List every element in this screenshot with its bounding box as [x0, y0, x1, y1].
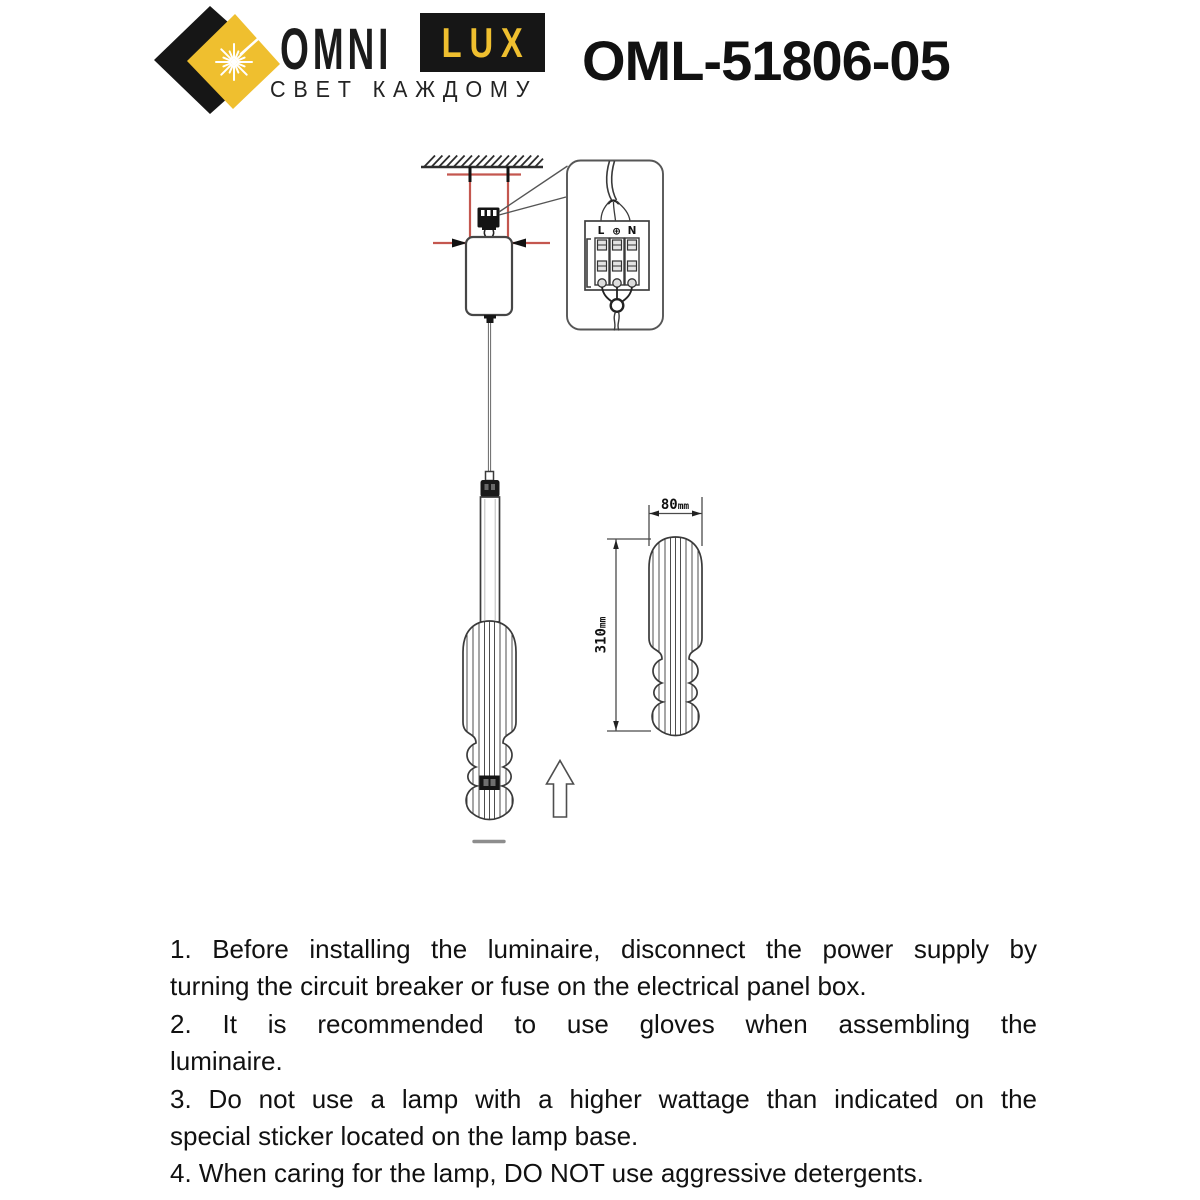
terminal-label-neutral: N	[627, 225, 637, 237]
terminal-label-ground: ⊕	[612, 225, 621, 238]
instruction-line: special sticker located on the lamp base.	[170, 1121, 639, 1152]
terminal-label-live: L	[597, 225, 605, 237]
instruction-line: 4. When caring for the lamp, DO NOT use aggressive detergents.	[170, 1158, 924, 1189]
instruction-line: 3. Do not use a lamp with a higher wattage than indicated on the	[170, 1083, 1037, 1114]
instruction-line: 1. Before installing the luminaire, disconnect the power supply by	[170, 934, 1037, 964]
height-dimension-label: 310mm	[593, 616, 610, 654]
driver-canopy	[466, 237, 512, 315]
installation-diagram	[398, 148, 718, 858]
instruction-line: luminaire.	[170, 1046, 283, 1077]
arrow-right-icon	[452, 239, 467, 248]
width-dimension-label: 80mm	[660, 497, 690, 513]
terminal-detail-view	[567, 161, 663, 331]
terminal-block	[587, 238, 639, 287]
instruction-line: turning the circuit breaker or fuse on the electrical panel box.	[170, 971, 867, 1002]
instruction-line: 2. It is recommended to use gloves when assembling the	[170, 1008, 1037, 1039]
cable-gland	[484, 315, 496, 323]
brand-name-omni: OMNI	[280, 17, 393, 82]
omnilux-diamond-starburst-icon	[150, 4, 280, 116]
brand-tagline: СВЕТ КАЖДОМУ	[270, 76, 538, 102]
up-arrow-icon	[547, 761, 574, 818]
instructions-text	[170, 931, 1037, 1193]
ceiling-hatch	[421, 156, 543, 168]
dimension-figure	[594, 497, 703, 740]
brand-name-lux: LUX	[441, 18, 531, 66]
arrow-left-icon	[511, 239, 526, 248]
brand-lux-box	[420, 13, 545, 72]
lamp-stem	[481, 472, 500, 623]
lamp-shade	[463, 616, 516, 824]
model-number: OML-51806-05	[582, 29, 950, 92]
wire-connector-block	[478, 208, 500, 240]
